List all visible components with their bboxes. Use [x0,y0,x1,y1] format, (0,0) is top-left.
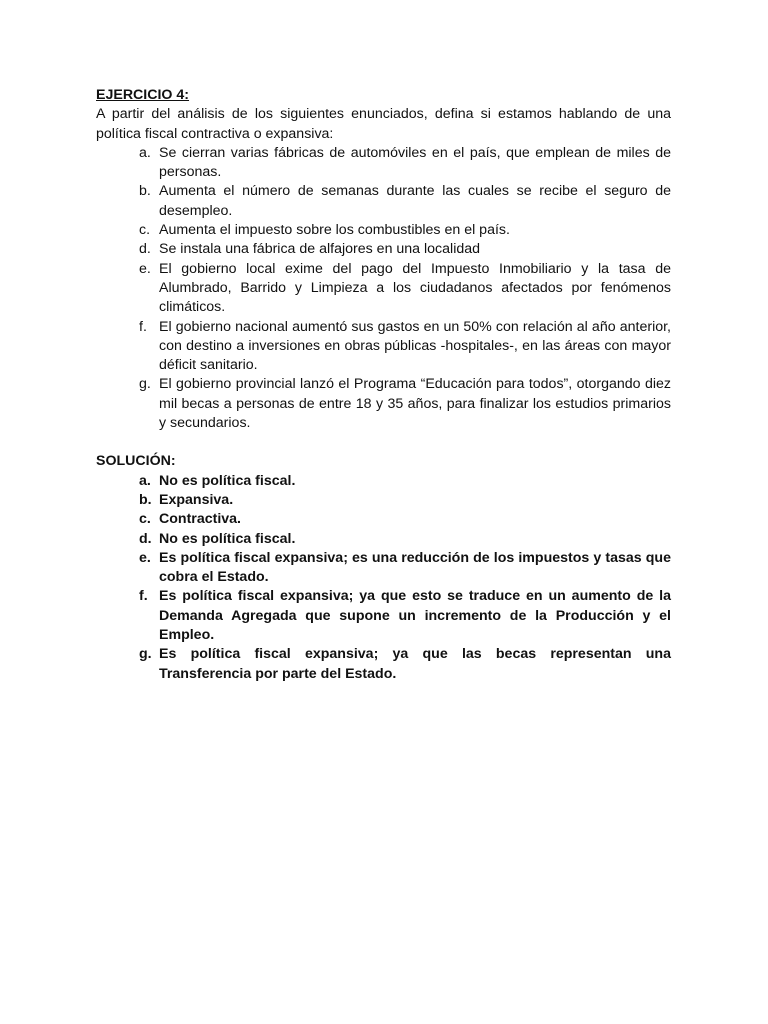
statement-text: Se cierran varias fábricas de automóviles en el país, que emplean de miles de personas. [159,144,671,181]
solution-list [96,472,671,684]
solution-text: Es política fiscal expansiva; ya que esto se traduce en un aumento de la Demanda Agregada que supone un incremento de la Producción y el Empleo. [159,588,671,644]
solution-text: Es política fiscal expansiva; ya que las becas representan una Transferencia por parte del Estado. [159,646,671,682]
list-marker: g. [139,646,152,663]
list-marker: g. [139,376,151,393]
statement-item-f [96,318,671,376]
exercise-statement-list [96,144,671,433]
list-marker: f. [139,318,147,335]
solution-title: SOLUCIÓN: [96,453,176,470]
list-marker: c. [139,511,151,528]
solution-item-a [96,472,671,491]
solution-item-b [96,491,671,510]
list-marker: a. [139,472,151,489]
statement-text: Aumenta el impuesto sobre los combustibles en el país. [159,222,510,239]
solution-item-e [96,549,671,588]
list-marker: d. [139,530,152,547]
list-marker: a. [139,144,151,161]
statement-text: El gobierno local exime del pago del Impuesto Inmobiliario y la tasa de Alumbrado, Barrido y Limpieza a los ciudadanos afectados por fenómenos climáticos. [159,260,671,316]
list-marker: e. [139,549,151,566]
solution-item-d [96,530,671,549]
list-marker: e. [139,260,151,277]
list-marker: b. [139,183,151,200]
list-marker: b. [139,491,152,508]
statement-text: Se instala una fábrica de alfajores en una localidad [159,241,481,258]
solution-item-c [96,510,671,529]
list-marker: c. [139,222,151,239]
statement-text: El gobierno nacional aumentó sus gastos en un 50% con relación al año anterior, con destino a inversiones en obras públicas -hospitales-, en las áreas con mayor déficit sanitario. [159,318,671,374]
document-page [96,86,671,684]
statement-item-c [96,221,671,240]
exercise-intro: A partir del análisis de los siguientes enunciados, defina si estamos hablando de una política fiscal contractiva o expansiva: [96,106,671,142]
statement-item-g [96,375,671,433]
statement-item-b [96,182,671,221]
statement-item-a [96,144,671,183]
exercise-title: EJERCICIO 4: [96,87,190,103]
solution-text: No es política fiscal. [159,472,296,489]
list-marker: d. [139,241,151,258]
solution-item-f [96,587,671,645]
solution-text: Es política fiscal expansiva; es una reducción de los impuestos y tasas que cobra el Estado. [159,549,671,586]
list-marker: f. [139,588,148,605]
statement-text: El gobierno provincial lanzó el Programa “Educación para todos”, otorgando diez mil becas a personas de entre 18 y 35 años, para finalizar los estudios primarios y secundarios. [159,376,671,432]
solution-text: No es política fiscal. [159,530,296,547]
statement-item-d [96,240,671,259]
solution-text: Contractiva. [159,511,241,528]
solution-text: Expansiva. [159,491,234,508]
solution-item-g [96,645,671,684]
statement-text: Aumenta el número de semanas durante las cuales se recibe el seguro de desempleo. [159,183,671,219]
statement-item-e [96,260,671,318]
